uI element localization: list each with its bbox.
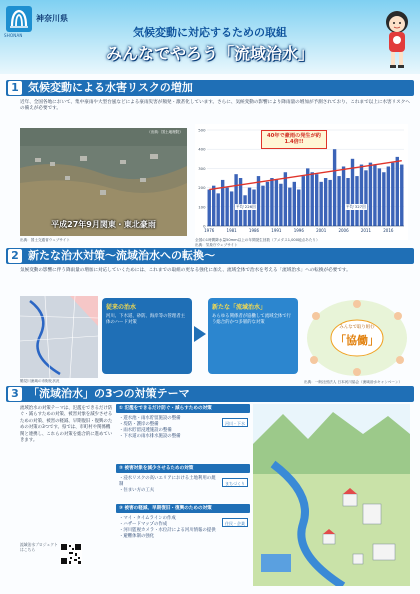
- chart-bar: [284, 172, 287, 226]
- section-3-number: 3: [8, 387, 22, 401]
- theme-2-item: ・浸水リスクの高いエリアにおける土地利用の規制: [119, 476, 216, 488]
- collaboration-top-text: みんなで取り組む: [339, 325, 375, 330]
- mascot-character-icon: [382, 8, 412, 70]
- x-tick-label: 1976: [204, 228, 215, 233]
- section-2-title: 新たな治水対策〜流域治水への転換〜: [28, 249, 215, 262]
- old-flood-control-desc: 河川、下水道、砂防、海岸等の管理者主体のハード対策: [106, 314, 186, 325]
- chart-bar: [288, 188, 291, 226]
- prefecture-name: 神奈川県: [36, 14, 68, 23]
- chart-bar: [270, 178, 273, 226]
- chart-bar: [364, 170, 367, 226]
- chart-bar: [342, 166, 345, 226]
- three-themes-panel: [116, 404, 250, 586]
- map-caption: 鶴見川流域の市街化状況: [20, 379, 60, 383]
- chart-bar: [302, 176, 305, 226]
- chart-bar: [382, 172, 385, 226]
- theme-1-heading: ① 氾濫をできるだけ防ぐ・減らすための対策: [116, 404, 250, 413]
- chart-bar: [275, 180, 278, 226]
- new-flood-control-desc: あらゆる関係者が協働して流域全体で行う総合的かつ多層的な対策: [212, 314, 292, 325]
- chart-bar: [337, 176, 340, 226]
- theme-3-item: ・避難体制の強化: [119, 534, 155, 540]
- chart-average-2: 平均 327回: [346, 204, 366, 209]
- watershed-illustration: [253, 404, 410, 586]
- section-1-number: 1: [8, 81, 22, 95]
- theme-2-items: [119, 476, 219, 494]
- theme-3-item: ・マイ・タイムラインの作成: [119, 516, 176, 521]
- section-1-header: [6, 80, 414, 96]
- new-flood-control-label: 新たな「流域治水」: [212, 304, 267, 311]
- theme-1-item: ・堤防・護岸の整備: [119, 422, 159, 428]
- chart-source: 出典：気象庁ウェブサイト: [195, 243, 238, 247]
- section-3-header: [6, 386, 414, 402]
- x-tick-label: 1981: [226, 228, 237, 233]
- chart-bar: [234, 174, 237, 226]
- x-tick-label: 1996: [293, 228, 304, 233]
- x-tick-label: 2001: [316, 228, 327, 233]
- x-tick-label: 1991: [271, 228, 282, 233]
- section-3-title: 「流域治水」の3つの対策テーマ: [28, 387, 190, 400]
- chart-bar: [378, 168, 381, 226]
- watershed-map-image: [20, 296, 98, 378]
- theme-2-heading: ② 被害対象を減少させるための対策: [116, 464, 250, 473]
- theme-1-item: ・下水道の雨水排水施設の整備: [119, 434, 181, 440]
- x-tick-label: 2006: [338, 228, 349, 233]
- photo-source: 出典：国土交通省ウェブサイト: [20, 238, 70, 242]
- collaboration-label: 「協働」: [335, 334, 379, 347]
- chart-bar: [396, 157, 399, 226]
- chart-bar: [328, 180, 331, 226]
- y-tick-label: 100: [198, 204, 206, 210]
- header-banner: [0, 0, 420, 74]
- chart-bar: [208, 190, 211, 226]
- watershed-illustration-image: [253, 404, 410, 586]
- y-tick-label: 400: [198, 146, 206, 152]
- page-subtitle: 気候変動に対応するための取組: [133, 26, 287, 39]
- section-2-header: [6, 248, 414, 264]
- chart-bar: [333, 149, 336, 226]
- y-tick-label: 300: [198, 165, 206, 171]
- chart-bar: [230, 191, 233, 226]
- chart-bar: [212, 186, 215, 226]
- chart-bar: [261, 186, 264, 226]
- x-tick-label: 2011: [360, 228, 372, 233]
- new-flood-control-box: [208, 298, 298, 374]
- chart-bar: [266, 182, 269, 226]
- y-tick-label: 200: [198, 185, 206, 191]
- chart-callout: 40年で豪雨の発生が約1.4倍!!: [261, 130, 327, 149]
- theme-1-items: [119, 416, 219, 440]
- chart-bar: [293, 182, 296, 226]
- chart-bar: [369, 163, 372, 226]
- chart-average-1: 平均 226回: [236, 204, 256, 209]
- chart-bar: [315, 174, 318, 226]
- chart-bar: [373, 165, 376, 226]
- y-tick-label: 0: [203, 223, 206, 229]
- theme-2-tag: まちづくり: [222, 478, 248, 487]
- section-1-title: 気候変動による水害リスクの増加: [28, 81, 193, 94]
- photo-credit-top: （出典：国土地理院）: [147, 130, 183, 134]
- collaboration-source: 出典：一般社団法人 日本河川協会（流域治水キャンペーン）: [304, 380, 403, 384]
- chart-bar: [243, 195, 246, 226]
- chart-bar: [225, 188, 228, 226]
- chart-bar: [387, 166, 390, 226]
- watershed-map: [20, 296, 98, 378]
- collaboration-graphic: [304, 296, 410, 378]
- qr-caption: 流域治水プロジェクトはこちら: [20, 542, 58, 552]
- chart-bar: [216, 193, 219, 226]
- chart-bar: [257, 176, 260, 226]
- theme-1-item: ・遊水池・雨水貯留施設の整備: [119, 416, 181, 421]
- chart-bar: [400, 165, 403, 226]
- page-title: みんなでやろう「流域治水」: [105, 44, 314, 63]
- section-2-body: 気候変動の影響に伴う降雨量の増加に対応していくためには、これまでの取組の更なる強化に加え、流域全体で治水を考える「流域治水」への転換が必要です。: [20, 268, 351, 273]
- chart-bar: [391, 163, 394, 226]
- theme-1-item: ・雨水貯留浸透施設の整備: [119, 428, 172, 434]
- old-flood-control-label: 従来の治水: [106, 304, 137, 311]
- logo-caption: SHONAN: [4, 33, 23, 38]
- rainfall-chart: [195, 124, 408, 240]
- section-2-number: 2: [8, 249, 22, 263]
- theme-3-item: ・河川監視カメラ・水位計による河川情報の提供: [119, 528, 216, 534]
- theme-3-heading: ③ 被害の軽減、早期復旧・復興のための対策: [116, 504, 250, 513]
- theme-3-item: ・ハザードマップの作成: [119, 522, 168, 528]
- chart-bar: [297, 190, 300, 226]
- theme-2-item: ・住まい方の工夫: [119, 488, 155, 494]
- chart-bar: [355, 176, 358, 226]
- qr-code-icon[interactable]: [60, 543, 82, 565]
- chart-note: 全国の1時間降水量50mm以上の年間発生回数（アメダス1,000地点あたり）: [195, 238, 320, 242]
- section-1-body: 近年、全国各地において、集中豪雨や大型台風などによる豪雨災害が頻発・激甚化しています。さらに、気候変動の影響により降雨量の増加が予測されており、これまで以上に水害リスクへの備えが必要です。: [20, 100, 410, 112]
- chart-bar: [319, 182, 322, 226]
- y-tick-label: 500: [198, 127, 206, 133]
- x-tick-label: 1986: [248, 228, 260, 233]
- theme-3-tag: 住民・企業: [222, 518, 248, 527]
- chart-bar: [279, 184, 282, 226]
- chart-bar: [311, 172, 314, 226]
- chart-bar: [306, 168, 309, 226]
- chart-bar: [324, 178, 327, 226]
- chart-bar: [346, 178, 349, 226]
- theme-1-tag: 河川・下水: [222, 418, 248, 427]
- arrow-right-icon: [194, 326, 206, 342]
- x-tick-label: 2016: [383, 228, 394, 233]
- flood-photo: [20, 128, 187, 236]
- section-3-description: 流域治水の対策テーマは、氾濫をできるだけ防ぐ・減らすための対策、被害対象を減少させるための対策、被害の軽減、早期復旧・復興のための対策の3つです。県では、市町村や関係機関と連携し、これらの対策を総合的に進めていきます。: [20, 406, 113, 444]
- photo-caption: 平成27年9月関東・東北豪雨: [51, 220, 156, 229]
- theme-3-items: [119, 516, 219, 540]
- old-flood-control-box: [102, 298, 192, 374]
- chart-bar: [360, 165, 363, 226]
